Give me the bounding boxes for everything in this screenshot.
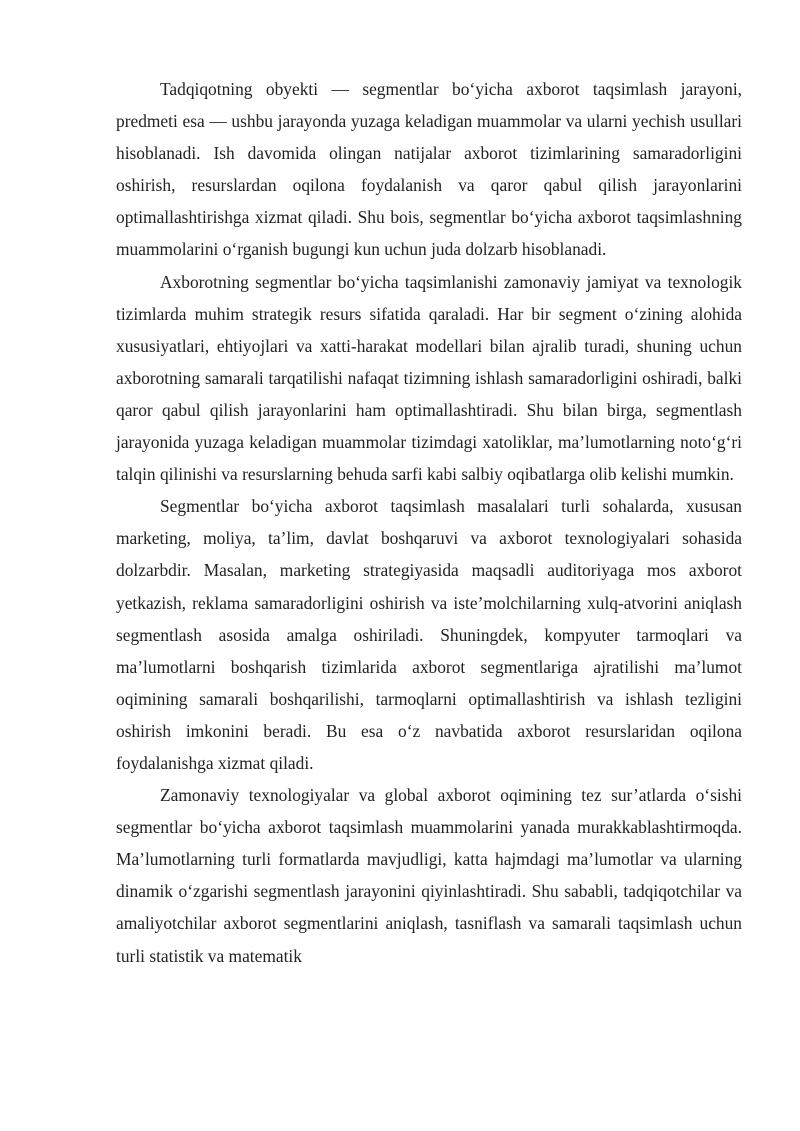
document-body bbox=[116, 73, 742, 972]
paragraph-2: Axborotning segmentlar bo‘yicha taqsimlanishi zamonaviy jamiyat va texnologik tizimlarda muhim strategik resurs sifatida qaraladi. Har bir segment o‘zining alohida xususiyatlari, ehtiyojlari va xatti-harakat modellari bilan ajralib turadi, shuning uchun axborotning samarali tarqatilishi nafaqat tizimning ishlash samaradorligini oshiradi, balki qaror qabul qilish jarayonlarini ham optimallashtiradi. Shu bilan birga, segmentlash jarayonida yuzaga keladigan muammolar tizimdagi xatoliklar, ma’lumotlarning noto‘g‘ri talqin qilinishi va resurslarning behuda sarfi kabi salbiy oqibatlarga olib kelishi mumkin. bbox=[116, 271, 742, 485]
paragraph-4: Zamonaviy texnologiyalar va global axborot oqimining tez sur’atlarda o‘sishi segmentlar bo‘yicha axborot taqsimlash muammolarini yanada murakkablashtirmoqda. Ma’lumotlarning turli formatlarda mavjudligi, katta hajmdagi ma’lumotlar va ularning dinamik o‘zgarishi segmentlash jarayonini qiyinlashtiradi. Shu sababli, tadqiqotchilar va amaliyotchilar axborot segmentlarini aniqlash, tasniflash va samarali taqsimlash uchun turli statistik va matematik bbox=[116, 785, 742, 966]
paragraph-3: Segmentlar bo‘yicha axborot taqsimlash masalalari turli sohalarda, xususan marketing, moliya, ta’lim, davlat boshqaruvi va axborot texnologiyalari sohasida dolzarbdir. Masalan, marketing strategiyasida maqsadli auditoriyaga mos axborot yetkazish, reklama samaradorligini oshirish va iste’molchilarning xulq-atvorini aniqlash segmentlash asosida amalga oshiriladi. Shuningdek, kompyuter tarmoqlari va ma’lumotlarni boshqarish tizimlarida axborot segmentlariga ajratilishi ma’lumot oqimining samarali boshqarilishi, tarmoqlarni optimallashtirish va ishlash tezligini oshirish imkonini beradi. Bu esa o‘z navbatida axborot resurslaridan oqilona foydalanishga xizmat qiladi. bbox=[116, 496, 742, 773]
paragraph-1: Tadqiqotning obyekti — segmentlar bo‘yicha axborot taqsimlash jarayoni, predmeti esa — ushbu jarayonda yuzaga keladigan muammolar va ularni yechish usullari hisoblanadi. Ish davomida olingan natijalar axborot tizimlarining samaradorligini oshirish, resurslardan oqilona foydalanish va qaror qabul qilish jarayonlarini optimallashtirishga xizmat qiladi. Shu bois, segmentlar bo‘yicha axborot taqsimlashning muammolarini o‘rganish bugungi kun uchun juda dolzarb hisoblanadi. bbox=[116, 79, 742, 260]
